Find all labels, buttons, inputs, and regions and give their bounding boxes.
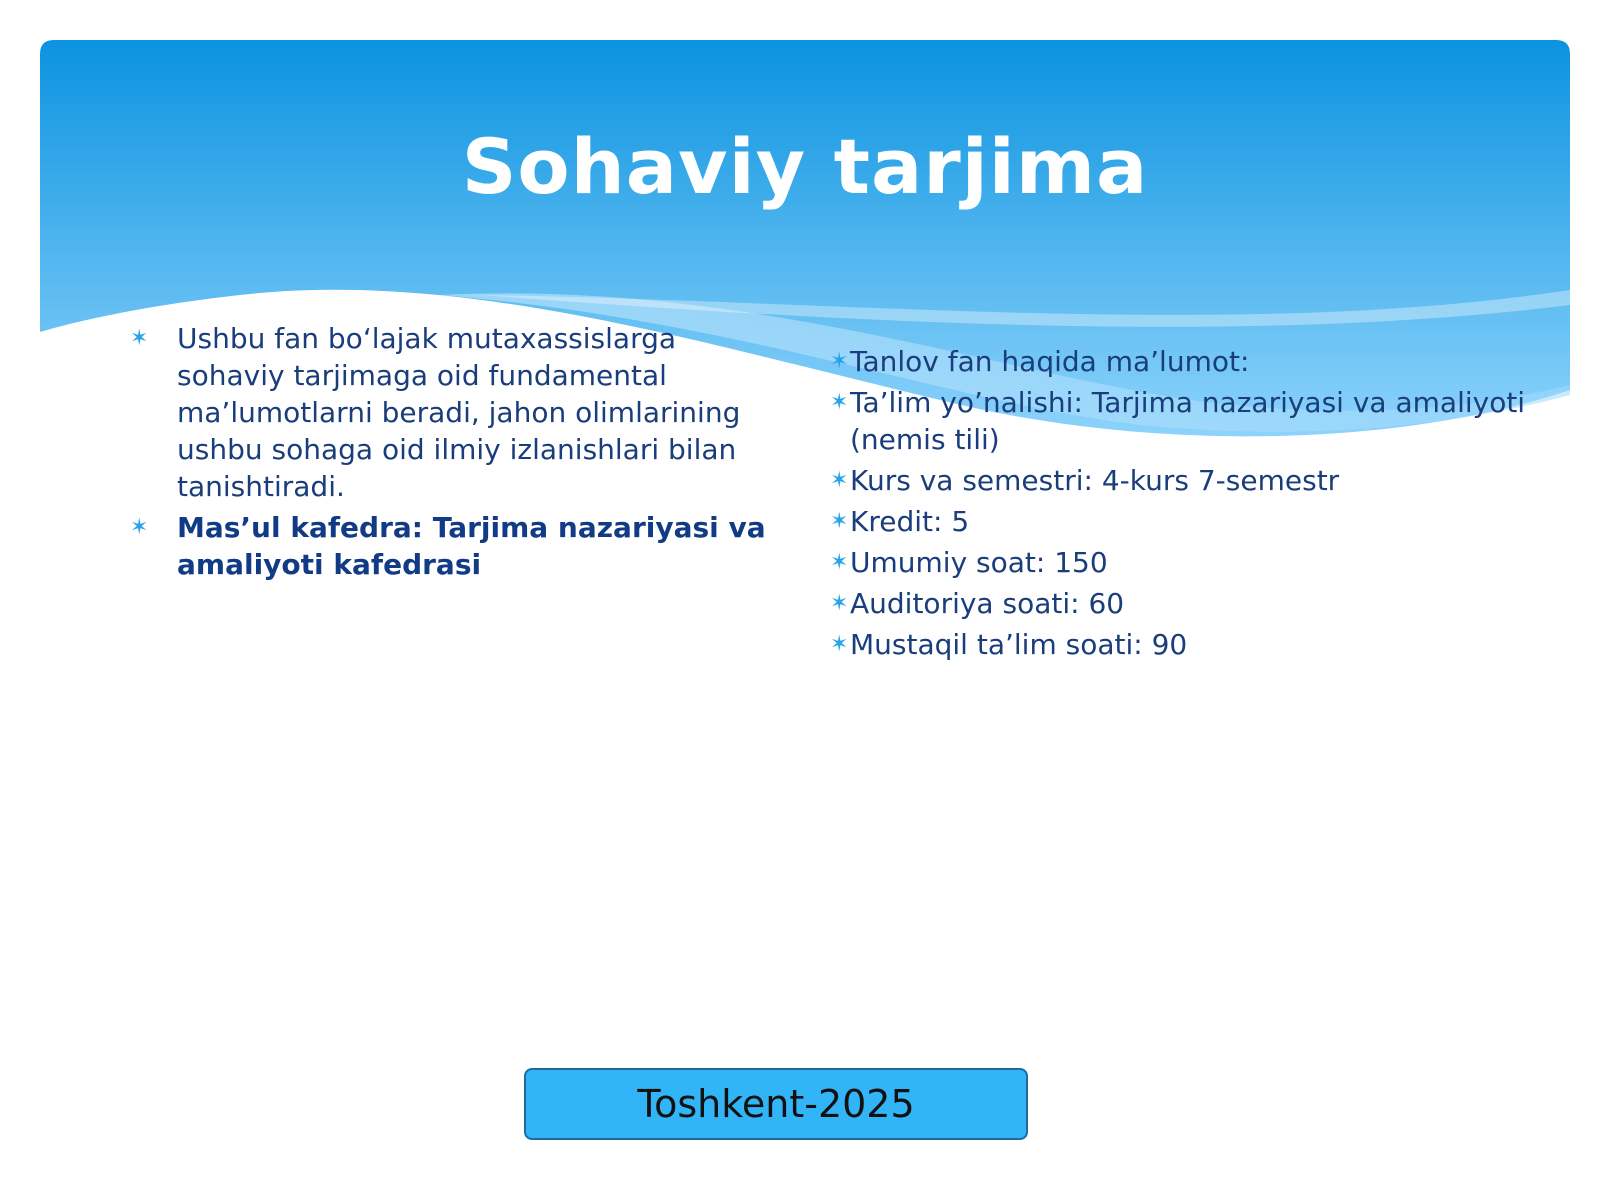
list-item: [830, 503, 1530, 540]
list-item: [830, 585, 1530, 622]
bullet-star-icon: ✶: [830, 591, 849, 616]
bullet-star-icon: ✶: [830, 349, 849, 374]
bullet-star-icon: ✶: [830, 390, 849, 415]
slide: [40, 40, 1570, 1150]
right-content: [830, 343, 1530, 667]
bullet-star-icon: ✶: [830, 468, 849, 493]
list-item-text: Tanlov fan haqida ma’lumot:: [850, 345, 1250, 378]
list-item-text: Kredit: 5: [850, 505, 970, 538]
list-item-text: Mas’ul kafedra: Tarjima nazariyasi va amaliyoti kafedrasi: [177, 511, 766, 581]
list-item: [830, 343, 1530, 380]
list-item-text: Auditoriya soati: 60: [850, 587, 1125, 620]
left-content: [120, 320, 780, 587]
list-item: [120, 509, 780, 583]
list-item: [830, 544, 1530, 581]
bullet-star-icon: ✶: [830, 550, 849, 575]
slide-title: Sohaviy tarjima: [461, 122, 1149, 211]
list-item: [830, 462, 1530, 499]
list-item: [830, 384, 1530, 458]
bullet-star-icon: ✶: [130, 515, 149, 540]
bullet-star-icon: ✶: [130, 326, 149, 351]
bullet-star-icon: ✶: [830, 509, 849, 534]
list-item-text: Kurs va semestri: 4-kurs 7-semestr: [850, 464, 1340, 497]
list-item: [830, 626, 1530, 663]
footer-location-year: Toshkent-2025: [524, 1068, 1028, 1140]
list-item-text: Umumiy soat: 150: [850, 546, 1108, 579]
list-item-text: Mustaqil ta’lim soati: 90: [850, 628, 1188, 661]
bullet-star-icon: ✶: [830, 632, 849, 657]
list-item-text: Ushbu fan bo‘lajak mutaxassislarga sohaviy tarjimaga oid fundamental ma’lumotlarni beradi, jahon olimlarining ushbu sohaga oid ilmiy izlanishlari bilan tanishtiradi.: [177, 322, 741, 503]
list-item: [120, 320, 780, 505]
list-item-text: Ta’lim yo’nalishi: Tarjima nazariyasi va amaliyoti (nemis tili): [850, 386, 1526, 456]
